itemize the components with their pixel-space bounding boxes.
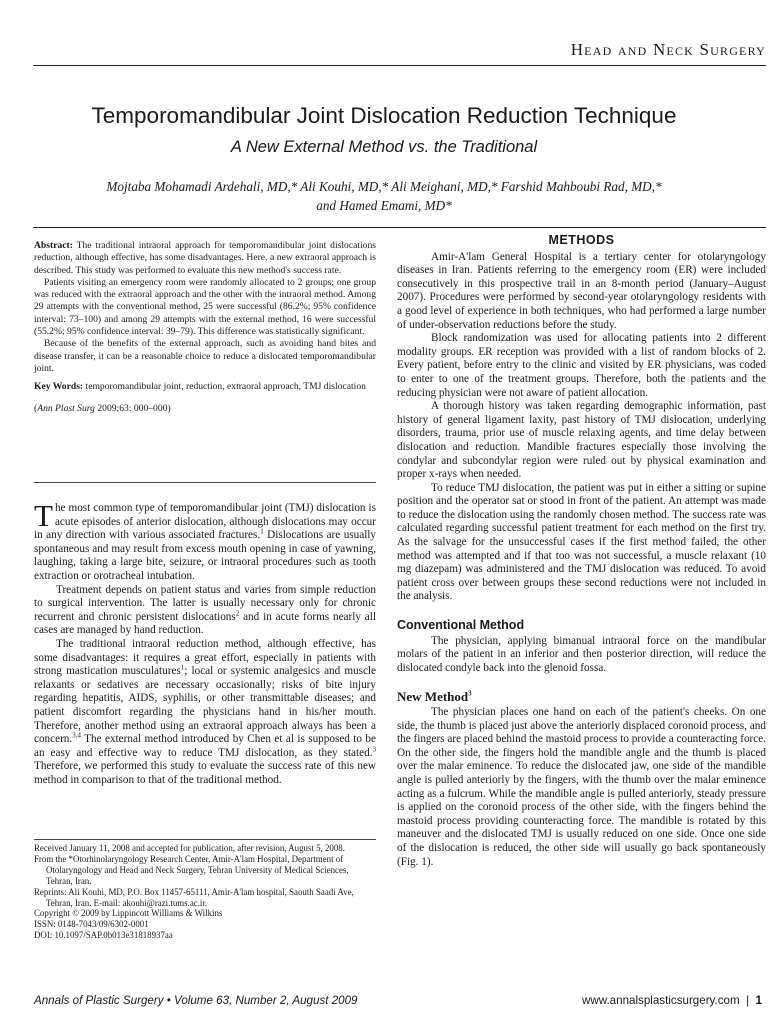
ref-marker[interactable]: 1 [260, 527, 264, 536]
ref-marker[interactable]: 3 [468, 690, 472, 699]
drop-cap: T [34, 498, 53, 533]
abstract-label: Abstract: [34, 240, 73, 251]
footnote-issn: ISSN: 0148-7043/09/6302-0001 [34, 919, 149, 930]
intro-text-3c: The external method introduced by Chen et al is supposed to be an easy and effective way to reduce TMJ dislocation, as they stated. [34, 733, 376, 759]
footnote-copyright: Copyright © 2009 by Lippincott Williams & Wilkins [34, 908, 223, 919]
methods-paragraph-1: Amir-A'lam General Hospital is a tertiary center for otolaryngology diseases in Iran. Patients referring to the emergency room (ER) were included consecutively in this prospective trail in an 8-month period (January–August 2007). Procedures were performed by second-year otolaryngology residents with a good level of experience in both techniques, who had performed a large number of under-observation reductions before the study. [397, 250, 766, 331]
abstract-paragraph-2: Patients visiting an emergency room were randomly allocated to 2 groups; one group was reduced with the extraoral approach and the other with the intraoral method. Among 29 attempts with the conventional method, 25 were successful (86.2%; 95% confidence interval: 73–100) and among 29 attempts with the external method, 16 were successful (55.2%; 95% confidence interval: 39–79). This difference was statistically significant. [34, 276, 376, 338]
intro-text-3d: Therefore, we performed this study to evaluate the success rate of this new method in comparison to that of the traditional method. [34, 760, 376, 786]
methods-paragraph-2: Block randomization was used for allocating patients into 2 different modality groups. ER reception was provided with a list of random blocks of 2. Every patient, before entry to the clinic and visited by ER physicians, was coded to enter to one of the treatment groups. Therefore, both the patients and the reducing physician were not aware of patient allocation. [397, 332, 766, 399]
header-rule [33, 65, 766, 66]
new-method-heading [397, 690, 766, 704]
footnote-reprints: Reprints: Ali Kouhi, MD, P.O. Box 11457-65111, Amir-A'lam hospital, Saouth Saadi Ave, Tehran, Iran. E-mail: akouhi@razi.tums.ac.ir. [34, 886, 354, 908]
abstract-text-1: The traditional intraoral approach for temporomandibular joint dislocations reduction, although effective, has some disadvantages. Here, a new extraoral approach is described. This study was performed to evaluate this new method's success rate. [34, 240, 376, 276]
footer-url[interactable]: www.annalsplasticsurgery.com [581, 994, 740, 1007]
new-method-heading-text: New Method [397, 689, 469, 705]
intro-text-2: Treatment depends on patient status and varies from simple reduction to surgical intervention. The latter is usually necessary only for chronic recurrent and chronic persistent dislocations [34, 583, 376, 623]
keywords [34, 381, 376, 393]
methods-paragraph-3: A thorough history was taken regarding demographic information, past history of general ligament laxity, past history of TMJ dislocation, underlying disorders, trauma, prior use of muscle relaxing agents, and time delay between dislocation and reduction. Mandible fractures especially those involving the condylar and subcondylar region were ruled out by physical examination and proper x-rays when needed. [397, 400, 766, 481]
section-header: Head and Neck Surgery [570, 40, 766, 59]
intro-text-1: he most common type of temporomandibular joint (TMJ) dislocation is acute episodes of anterior dislocation, although dislocations may occur in any direction with various associated fractures. [34, 502, 376, 542]
conventional-heading: Conventional Method [397, 618, 525, 633]
intro-paragraph-3 [34, 638, 376, 788]
article-title: Temporomandibular Joint Dislocation Reduction Technique [91, 103, 677, 128]
intro-text-3b: ; local or systemic analgesics and muscle relaxants or sedatives are necessary occasionally; risks of bite injury regarding hepatitis, AIDS, syphilis, or other transmittable diseases; and patient discomfort regarding the physicians hand in his/her mouth. Therefore, another method using an extraoral approach always has been a concern. [34, 665, 377, 746]
citation-rest: 2009;63: 000–000) [94, 402, 171, 414]
ref-marker[interactable]: 3 [372, 744, 376, 753]
footnote-affiliation: From the *Otorhinolaryngology Research Center, Amir-A'lam Hospital, Department of Otolaryngology and Head and Neck Surgery, Tehran University of Medical Sciences, Tehran, Iran. [34, 853, 349, 886]
intro-text-1b: Dislocations are usually spontaneous and may result from excess mouth opening in case of yawning, laughing, taking a large bite, seizure, or intraoral procedures such as tooth extraction or orotracheal intubation. [34, 529, 377, 582]
footer-journal: Annals of Plastic Surgery • Volume 63, Number 2, August 2009 [34, 994, 358, 1007]
methods-paragraph-4: To reduce TMJ dislocation, the patient was put in either a sitting or supine position and the operator sat or stood in front of the patient. An attempt was made to reduce the dislocation using the randomly chosen method. The success rate was calculated regarding successful patient treatment for each method on the first try. As the salvage for the unsuccessful cases if the first method failed, the other method was attempted and if that too was not successful, a muscle relaxant (10 mg diazepam) was administered and the TMJ dislocation was reduced. To avoid patient cross over between groups these second reductions were not included in the analysis. [397, 481, 766, 603]
citation: (Ann Plast Surg 2009;63: 000–000) [34, 402, 171, 414]
right-column [397, 234, 766, 869]
footer-separator: | [746, 994, 750, 1007]
keywords-text: temporomandibular joint, reduction, extraoral approach, TMJ dislocation [85, 381, 366, 393]
author-list [40, 177, 728, 215]
intro-text-2b: and in acute forms nearly all cases are managed by hand reduction. [34, 610, 376, 637]
abstract-paragraph-1 [34, 240, 376, 277]
methods-heading: METHODS [548, 233, 615, 247]
article-subtitle: A New External Method vs. the Traditional [230, 138, 538, 156]
footnote-rule [34, 839, 376, 840]
footnote-doi[interactable]: DOI: 10.1097/SAP.0b013e31818937aa [34, 930, 173, 941]
page-number: 1 [755, 994, 762, 1007]
intro-paragraph-2 [34, 584, 376, 638]
footnotes [34, 843, 376, 941]
intro-paragraph-1 [34, 498, 377, 584]
footnote-received: Received January 11, 2008 and accepted for publication, after revision, August 5, 2008. [34, 843, 345, 853]
citation-journal: Ann Plast Surg [37, 402, 95, 414]
footer-right [582, 994, 762, 1007]
authors-line-2: and Hamed Emami, MD* [316, 198, 452, 213]
ref-marker[interactable]: 2 [235, 609, 240, 618]
new-method-paragraph: The physician places one hand on each of the patient's cheeks. On one side, the thumb is placed just above the anteriorly displaced coronoid process, and the fingers are placed behind the mastoid process to provide a counteracting force. On the other side, the fingers hold the mandible angle and the thumb is placed over the malar eminence. To reduce the dislocated jaw, one side of the mandible angle is pulled anteriorly by the fingers, with the thumb over the malar eminence acting as a fulcrum. While the mandible angle is pulled anteriorly, steady pressure is applied on the coronoid process of the other side, with the fingers behind the mastoid process providing counteracting force. The mandible is rotated by this maneuver and the dislocated TMJ is usually reduced on one side. Once one side of the dislocation is reduced, the other side will usually go back spontaneously (Fig. 1). [397, 706, 766, 868]
introduction [34, 498, 377, 787]
keywords-label: Key Words: [34, 381, 84, 393]
abstract [34, 240, 376, 415]
abstract-rule [34, 482, 376, 483]
intro-text-3: The traditional intraoral reduction method, although effective, has some disadvantages: it requires a great effort, especially in patients with strong mastication musculatures [34, 637, 376, 678]
abstract-paragraph-3: Because of the benefits of the external approach, such as avoiding hand bites and disease transfer, it can be a reasonable choice to reduce a dislocated temporomandibular joint. [34, 338, 376, 374]
conventional-paragraph: The physician, applying bimanual intraoral force on the mandibular molars of the patient in an inferior and then posterior direction, will reduce the dislocated condyle back into the glenoid fossa. [397, 634, 766, 674]
title-rule [33, 227, 766, 228]
ref-marker[interactable]: 1 [180, 663, 185, 672]
authors-line-1: Mojtaba Mohamadi Ardehali, MD,* Ali Kouhi, MD,* Ali Meighani, MD,* Farshid Mahboubi Rad, MD,* [106, 179, 662, 194]
ref-marker[interactable]: 3,4 [72, 731, 81, 740]
